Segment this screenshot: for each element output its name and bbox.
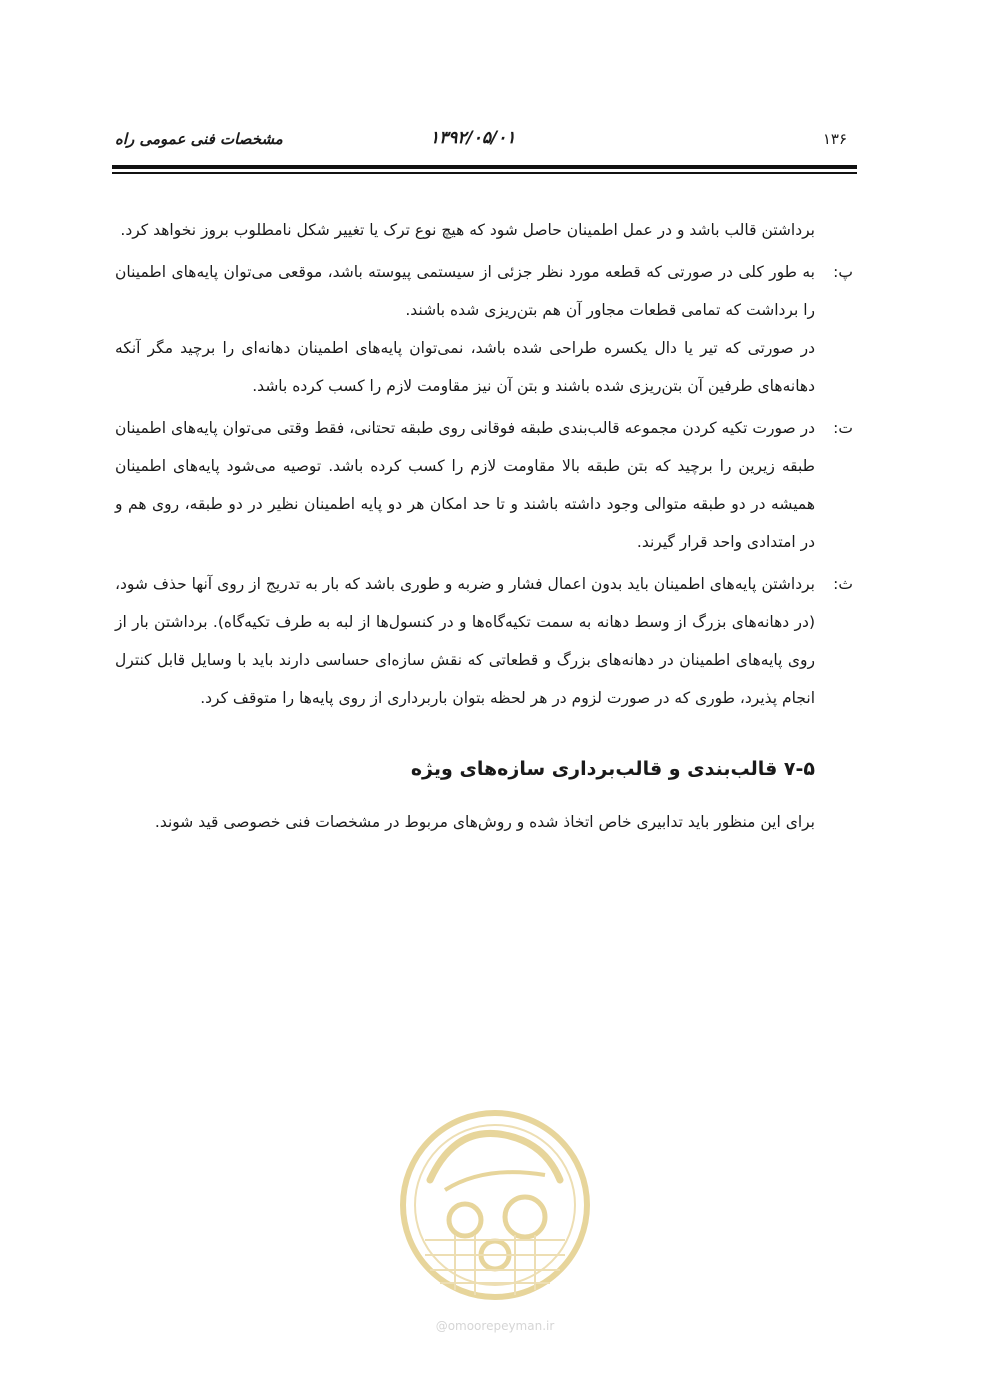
watermark-seal-icon bbox=[395, 1105, 595, 1340]
intro-paragraph: برداشتن قالب باشد و در عمل اطمینان حاصل شود که هیچ نوع ترک یا تغییر شکل نامطلوب بروز نخواهد کرد. bbox=[120, 221, 815, 239]
watermark-logo bbox=[395, 1105, 595, 1340]
document-body bbox=[115, 211, 853, 841]
list-item-text: به طور کلی در صورتی که قطعه مورد نظر جزئی از سیستمی پیوسته باشد، موقعی می‌توان پایه‌های اطمینان را برداشت که تمامی قطعات مجاور آن هم بتن‌ریزی شده باشند. bbox=[115, 263, 815, 319]
list-item-label: پ: bbox=[833, 263, 853, 281]
header-date: ۱۳۹۲/۰۵/۰۱ bbox=[430, 128, 516, 148]
list-item-label: ت: bbox=[833, 419, 853, 437]
header-rule-thin bbox=[112, 172, 857, 174]
list-item-te bbox=[115, 409, 853, 561]
continuation-paragraph: در صورتی که تیر یا دال یکسره طراحی شده باشد، نمی‌توان پایه‌های اطمینان دهانه‌ای را برچید مگر آنکه دهانه‌های طرفین آن بتن‌ریزی شده باشند و بتن آن نیز مقاومت لازم را کسب کرده باشد. bbox=[115, 339, 815, 395]
section-heading: ۷-۵ قالب‌بندی و قالب‌برداری سازه‌های ویژه bbox=[410, 758, 815, 780]
watermark-site-text: @omoorepeyman.ir bbox=[435, 1319, 555, 1333]
header-title: مشخصات فنی عمومی راه bbox=[115, 130, 283, 148]
list-item-pe bbox=[115, 253, 853, 329]
page-number: ۱۳۶ bbox=[822, 130, 847, 148]
header-rule-thick bbox=[112, 165, 857, 169]
page-header bbox=[115, 126, 855, 156]
section-paragraph: برای این منظور باید تدابیری خاص اتخاذ شده و روش‌های مربوط در مشخصات فنی خصوصی قید شوند. bbox=[154, 813, 815, 831]
list-item-text: برداشتن پایه‌های اطمینان باید بدون اعمال فشار و ضربه و طوری باشد که بار به تدریج از روی آنها حذف شود، (در دهانه‌های بزرگ از وسط دهانه به سمت تکیه‌گاه‌ها و در کنسول‌ها از لبه به طرف تکیه‌گاه). برداشتن بار از روی پایه‌های اطمینان در دهانه‌های بزرگ و قطعاتی که نقش سازه‌ای حساسی دارند باید با وسایل قابل کنترل انجام پذیرد، طوری که در صورت لزوم در هر لحظه بتوان باربرداری از روی پایه‌ها را متوقف کرد. bbox=[115, 575, 815, 707]
list-item-se bbox=[115, 565, 853, 717]
list-item-label: ث: bbox=[833, 575, 853, 593]
list-item-text: در صورت تکیه کردن مجموعه قالب‌بندی طبقه فوقانی روی طبقه تحتانی، فقط وقتی می‌توان پایه‌های اطمینان طبقه زیرین را برچید که بتن طبقه بالا مقاومت لازم را کسب کرده باشد. توصیه می‌شود پایه‌های اطمینان همیشه در دو طبقه متوالی وجود داشته باشند و تا حد امکان هر دو پایه اطمینان نظیر در دو طبقه، روی هم و در امتدادی واحد قرار گیرند. bbox=[115, 419, 815, 551]
